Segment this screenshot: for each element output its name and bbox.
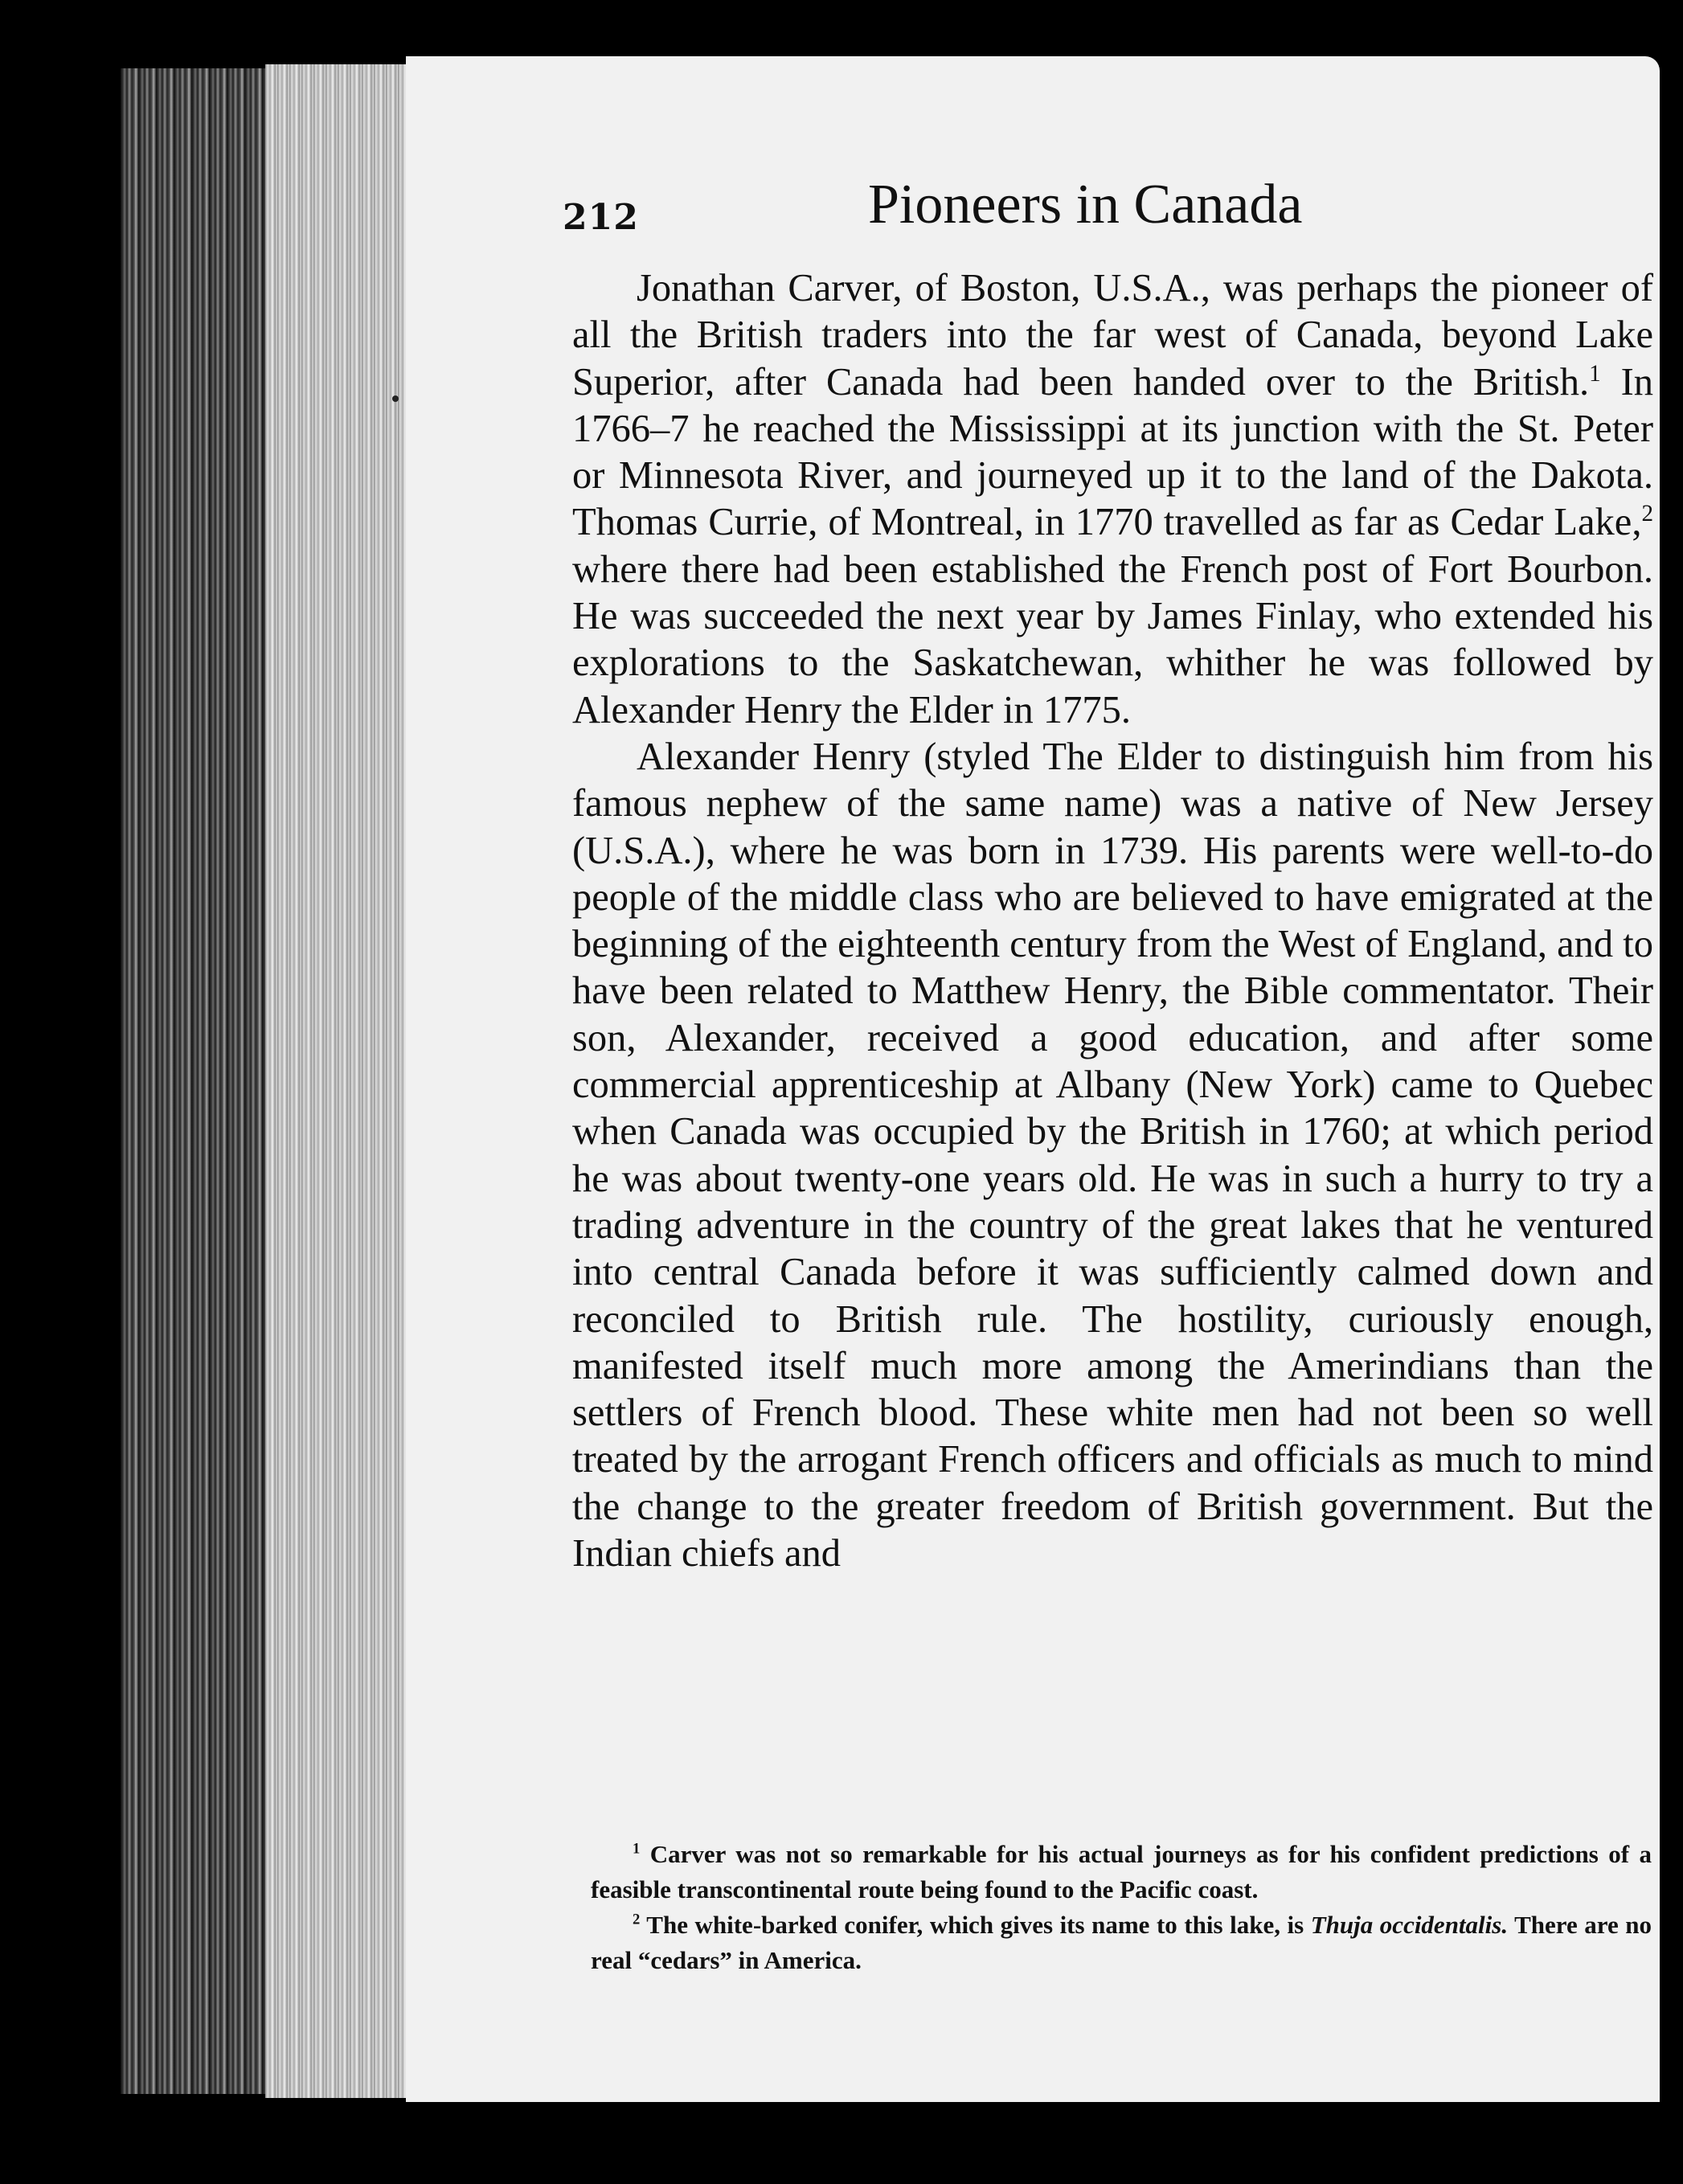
page-header — [563, 173, 1664, 245]
footnote-2 — [591, 1907, 1652, 1978]
footnote-ref-1[interactable]: 1 — [1589, 360, 1601, 387]
footnote-2-italic: Thuja occidentalis. — [1310, 1911, 1509, 1939]
paragraph-1-part-b: In 1766–7 he reached the Mississippi at its junction with the St. Peter or Minnesota River, and journeyed up it to the land of the Dakota. Thomas Currie, of Montreal, in 1770 travelled as far as Cedar Lake, — [572, 360, 1653, 544]
paragraph-1 — [572, 265, 1653, 734]
running-title: Pioneers in Canada — [868, 174, 1303, 236]
footnote-2-text-b: There are no real “cedars” in America. — [591, 1911, 1652, 1974]
margin-speck — [392, 395, 399, 402]
paragraph-1-part-a: Jonathan Carver, of Boston, U.S.A., was perhaps the pioneer of all the British traders into the far west of Canada, beyond Lake Superior, after Canada had been handed over to the British. — [572, 267, 1653, 404]
footnote-1-text: Carver was not so remarkable for his actual journeys as for his confident predictions of a feasible transcontinental route being found to the Pacific coast. — [591, 1840, 1652, 1903]
page-number: 212 — [563, 197, 639, 238]
paragraph-1-part-c: where there had been established the French post of Fort Bourbon. He was succeeded the next year by James Finlay, who extended his explorations to the Saskatchewan, whither he was followed by Alexander Henry the Elder in 1775. — [572, 547, 1653, 731]
footnote-2-marker: 2 — [633, 1911, 641, 1928]
footnote-2-text-a: The white-barked conifer, which gives its name to this lake, is — [640, 1911, 1311, 1939]
paragraph-2: Alexander Henry (styled The Elder to distinguish him from his famous nephew of the same name) was a native of New Jersey (U.S.A.), where he was born in 1739. His parents were well-to-do people of the middle class who are believed to have emigrated at the beginning of the eighteenth century from the West of England, and to have been related to Matthew Henry, the Bible commentator. Their son, Alexander, received a good education, and after some commercial apprenticeship at Albany (New York) came to Quebec when Canada was occupied by the British in 1760; at which period he was about twenty-one years old. He was in such a hurry to try a trading adventure in the country of the great lakes that he ventured into central Canada before it was sufficiently calmed down and reconciled to British rule. The hostility, curiously enough, manifested itself much more among the Amerindians than the settlers of French blood. These white men had not been so well treated by the arrogant French officers and officials as much to mind the change to the greater freedom of British government. But the Indian chiefs and — [572, 735, 1653, 1576]
book-page-edges-light — [265, 64, 426, 2098]
footnote-1 — [591, 1837, 1652, 1907]
footnotes — [591, 1837, 1652, 1978]
footnote-1-marker: 1 — [633, 1840, 641, 1858]
body-text — [572, 265, 1653, 1577]
footnote-ref-2[interactable]: 2 — [1641, 501, 1653, 527]
